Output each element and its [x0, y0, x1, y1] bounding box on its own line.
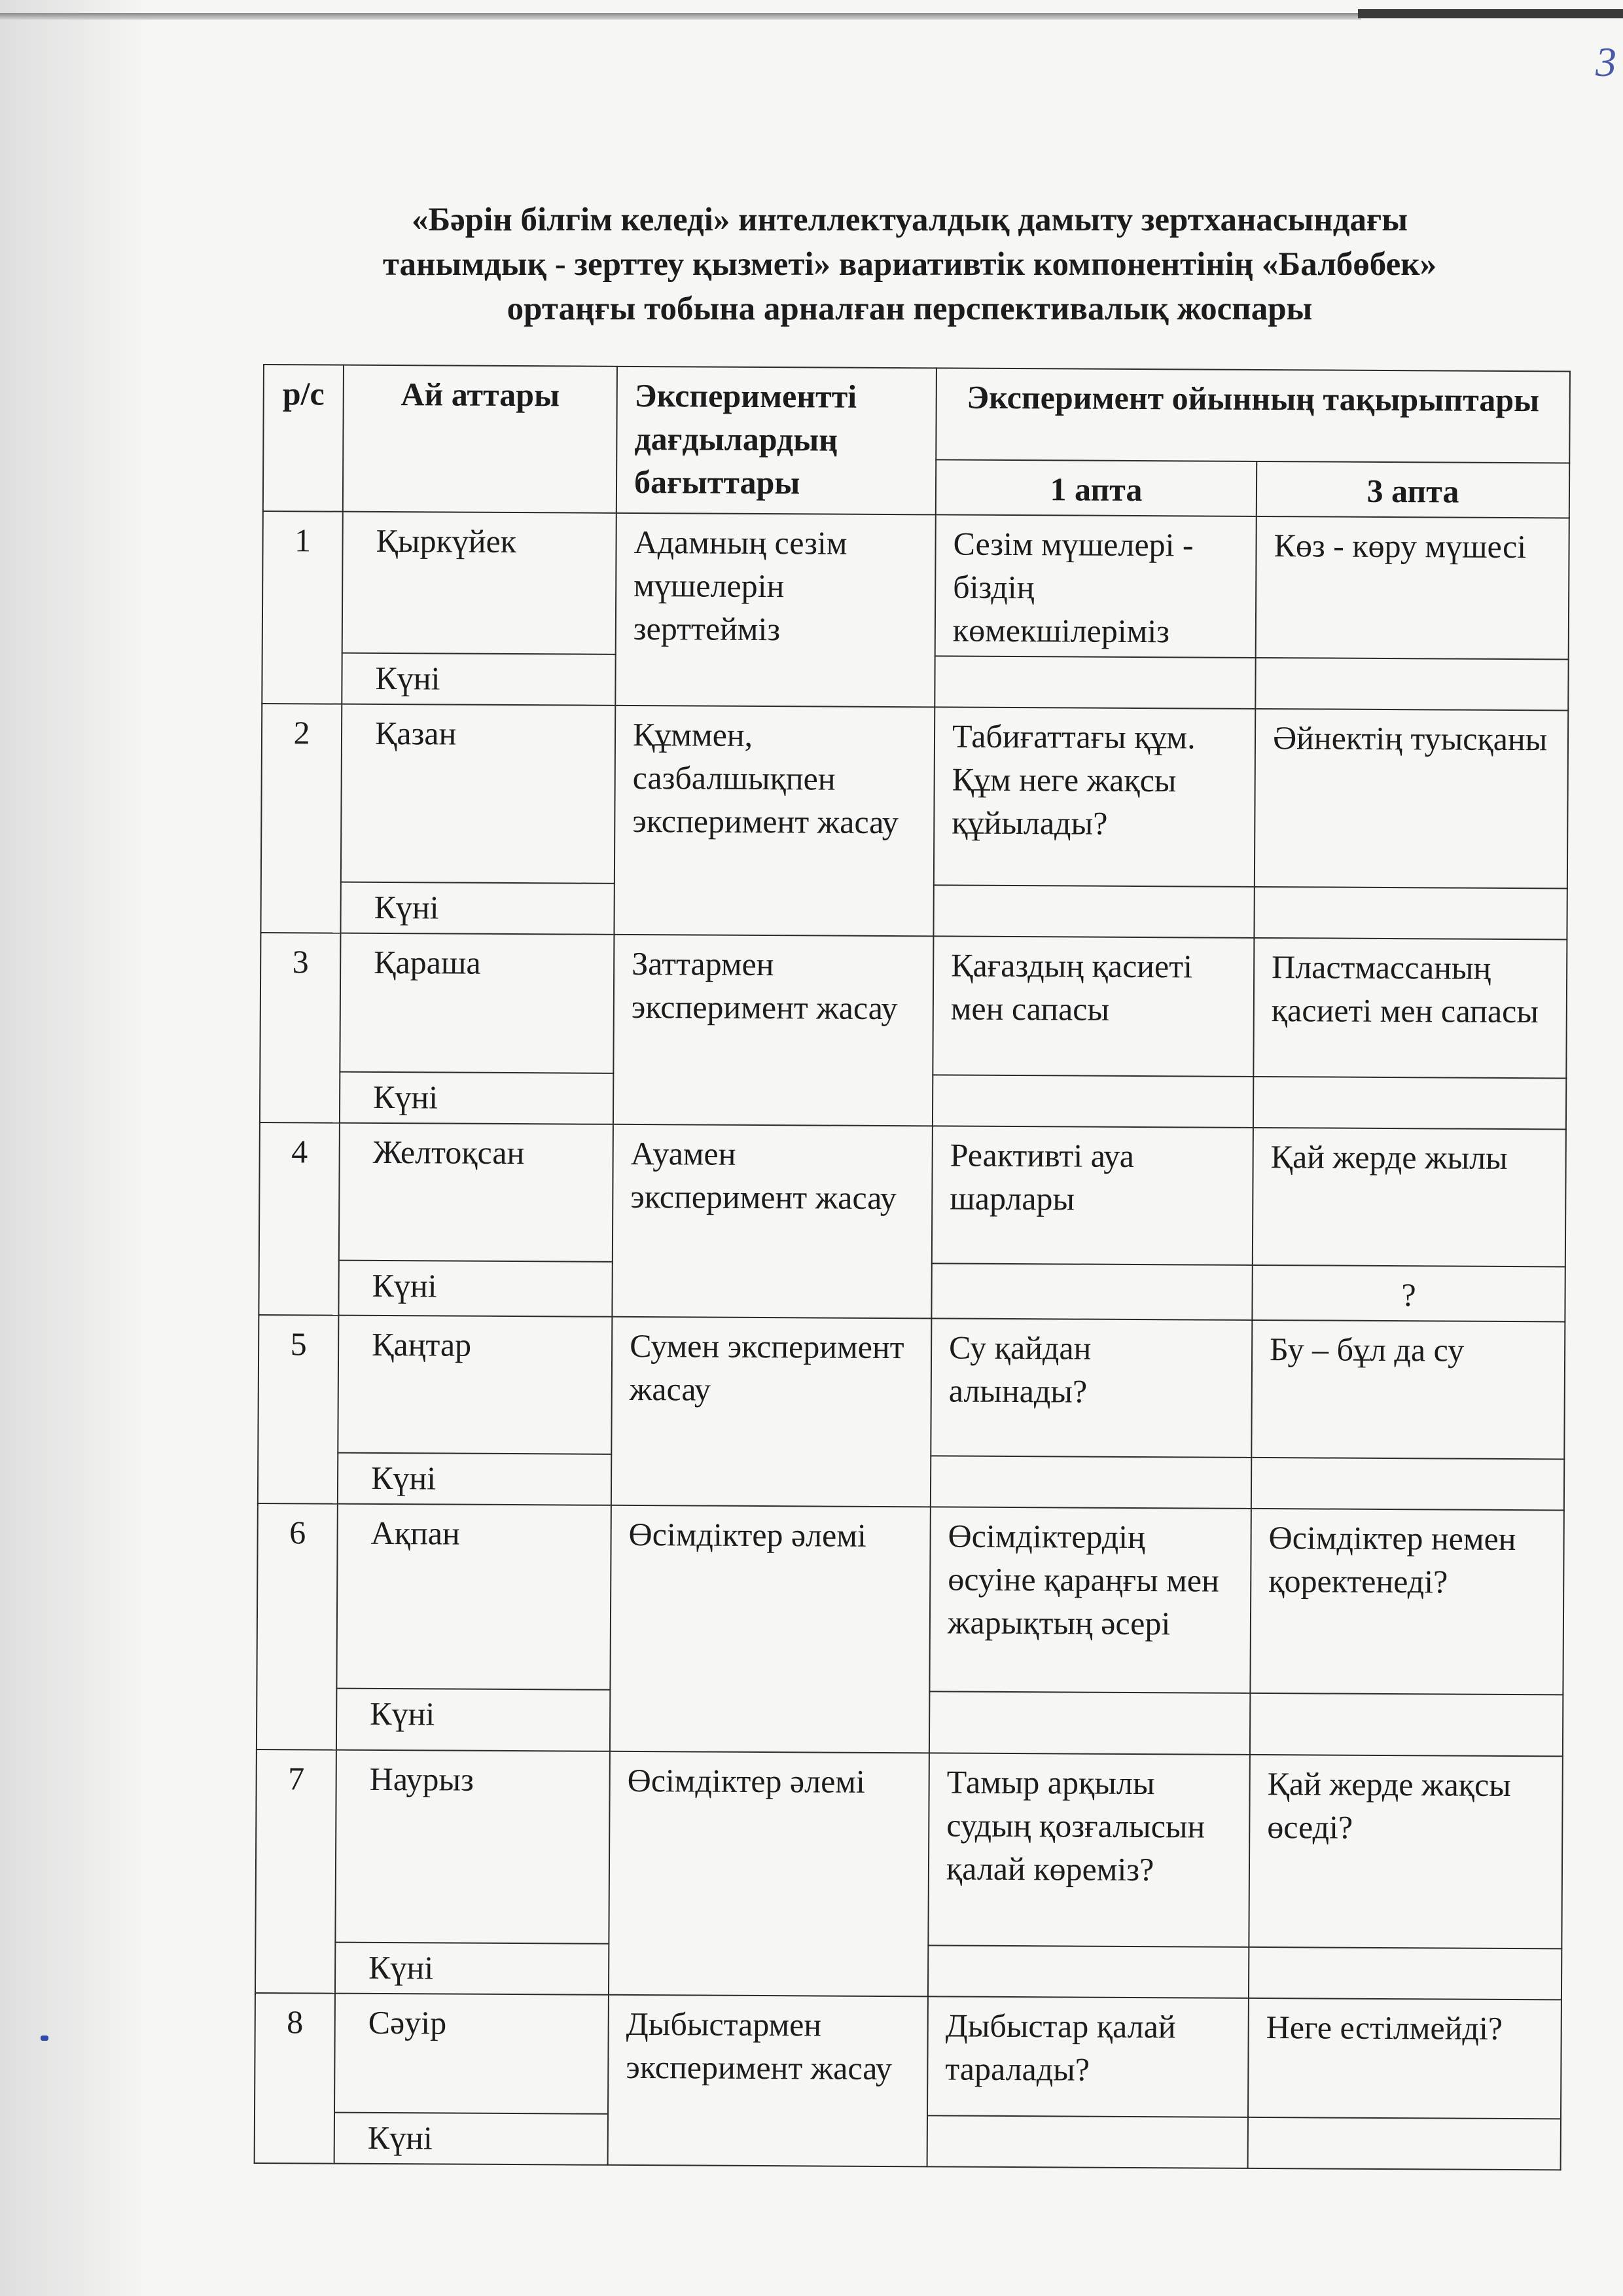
month-name: Қыркүйек [342, 512, 616, 655]
scan-top-edge [0, 13, 1361, 20]
row-number: 6 [257, 1503, 338, 1750]
week3-date [1255, 658, 1568, 711]
direction-cell: Дыбыстармен эксперимент жасау [608, 1995, 928, 2167]
table-row [260, 933, 1567, 1078]
direction-cell: Сумен эксперимент жасау [611, 1317, 932, 1507]
month-name: Қараша [340, 933, 614, 1073]
week3-topic: Көз - көру мүшесі [1256, 516, 1569, 659]
row-number: 5 [258, 1315, 339, 1504]
week1-date [929, 1691, 1250, 1755]
week1-topic: Қағаздың қасиеті мен сапасы [933, 936, 1254, 1077]
date-label: Күні [336, 1689, 610, 1751]
table-row [255, 1993, 1561, 2119]
row-number: 7 [255, 1749, 336, 1994]
week1-topic: Өсімдіктердің өсуіне қараңғы мен жарықтың әсері [929, 1507, 1251, 1693]
header-num: р/с [263, 365, 344, 512]
row-number: 2 [260, 704, 342, 933]
date-label: Күні [334, 2113, 608, 2165]
month-name: Ақпан [336, 1504, 611, 1690]
title-line-1: «Бәрін білгім келеді» интеллектуалдық дамыту зертханасындағы [411, 202, 1408, 238]
direction-cell: Ауамен эксперимент жасау [612, 1124, 933, 1319]
week3-date [1251, 1458, 1564, 1511]
week3-topic: Бу – бұл да су [1251, 1320, 1565, 1459]
week3-topic: Неге естілмейді? [1248, 1998, 1561, 2119]
week1-topic: Табиғаттағы құм. Құм неге жақсы құйылады? [934, 707, 1255, 887]
date-label: Күні [342, 653, 615, 706]
week1-date [931, 1456, 1251, 1509]
date-label: Күні [340, 1072, 613, 1124]
row-number: 1 [262, 511, 343, 704]
week1-date [927, 2115, 1248, 2168]
week1-topic: Тамыр арқылы судың қозғалысын қалай көреміз? [928, 1753, 1250, 1947]
plan-table-body [255, 511, 1569, 2170]
date-label: Күні [338, 1261, 612, 1317]
scan-left-shadow [0, 0, 151, 2296]
header-topics: Эксперимент ойынның тақырыптары [936, 368, 1570, 463]
direction-cell: Құммен, сазбалшықпен эксперимент жасау [614, 706, 935, 937]
document-title [262, 198, 1558, 331]
date-label: Күні [335, 1943, 609, 1995]
table-row [259, 1122, 1566, 1266]
header-week1: 1 апта [936, 459, 1257, 516]
table-row [257, 1503, 1563, 1695]
header-direction: Экспериментті дағдылардың бағыттары [616, 367, 936, 515]
direction-cell: Заттармен эксперимент жасау [613, 935, 934, 1126]
month-name: Сәуір [334, 1994, 609, 2114]
table-row [262, 511, 1569, 659]
month-name: Наурыз [335, 1750, 610, 1944]
scan-top-edge-dark [1358, 9, 1623, 18]
week1-date [931, 1263, 1252, 1320]
header-month: Ай аттары [343, 365, 617, 513]
week1-date [935, 656, 1255, 709]
month-name: Желтоқсан [339, 1123, 613, 1262]
title-line-3: ортаңғы тобына арналған перспективалық жоспары [507, 291, 1313, 327]
table-row [261, 704, 1568, 888]
week3-date [1248, 2117, 1561, 2170]
week3-topic: Өсімдіктер немен қоректенеді? [1250, 1509, 1563, 1695]
row-number: 3 [260, 933, 341, 1123]
direction-cell: Өсімдіктер әлемі [609, 1751, 929, 1997]
week1-topic: Дыбыстар қалай таралады? [927, 1996, 1249, 2117]
table-row [255, 1749, 1563, 1948]
row-number: 4 [259, 1122, 340, 1316]
week3-topic: Қай жерде жылы [1253, 1128, 1566, 1267]
page-number: 3 [1596, 39, 1616, 85]
plan-table [254, 364, 1571, 2170]
week3-topic: Пластмассаның қасиеті мен сапасы [1253, 938, 1567, 1078]
week3-topic: Қай жерде жақсы өседі? [1249, 1755, 1563, 1948]
direction-cell: Өсімдіктер әлемі [610, 1505, 931, 1753]
week3-date [1253, 1077, 1566, 1130]
week3-date [1249, 1947, 1561, 2000]
week3-date [1254, 887, 1567, 940]
month-name: Қазан [341, 704, 615, 884]
week3-topic: Әйнектің туысқаны [1255, 709, 1568, 888]
week3-date: ? [1252, 1265, 1565, 1322]
row-number: 8 [255, 1993, 335, 2164]
date-label: Күні [340, 882, 614, 935]
week1-topic: Су қайдан алынады? [931, 1318, 1252, 1458]
ink-dot [41, 2036, 48, 2041]
week3-date [1250, 1693, 1563, 1757]
week1-topic: Реактивті ауа шарлары [932, 1126, 1253, 1265]
week1-topic: Сезім мүшелері - біздің көмекшілеріміз [935, 514, 1257, 658]
header-week3: 3 апта [1257, 461, 1569, 518]
date-label: Күні [338, 1453, 611, 1505]
month-name: Қаңтар [338, 1316, 612, 1454]
week1-date [933, 1075, 1253, 1128]
title-line-2: танымдық - зерттеу қызметі» вариативтік компонентінің «Балбөбек» [382, 246, 1437, 283]
direction-cell: Адамның сезім мүшелерін зерттейміз [615, 513, 936, 708]
table-row [258, 1315, 1565, 1459]
week1-date [928, 1945, 1249, 1998]
week1-date [933, 885, 1254, 938]
